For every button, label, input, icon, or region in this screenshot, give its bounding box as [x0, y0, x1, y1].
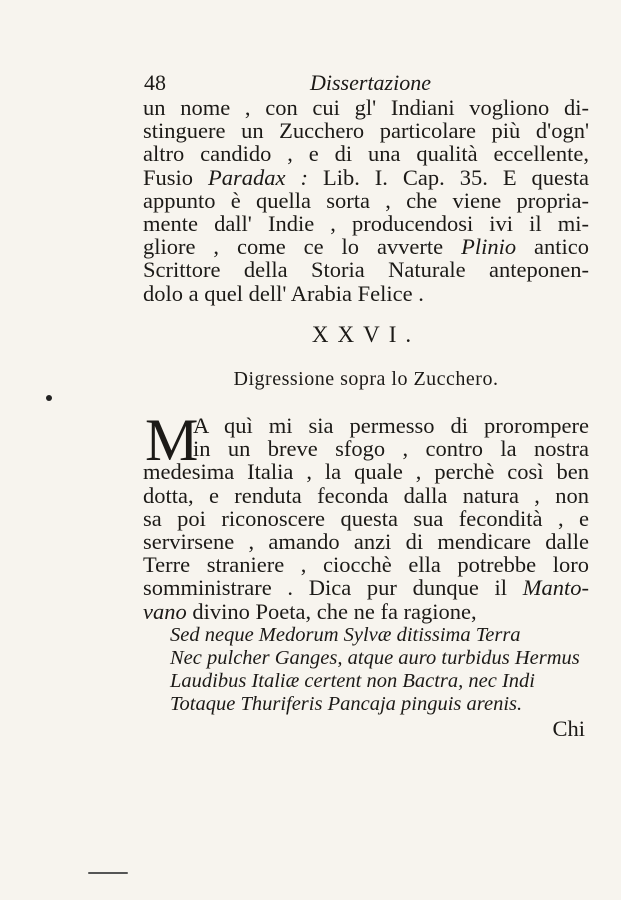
paragraph-2: [143, 407, 589, 624]
ink-speck: [46, 395, 52, 401]
text-line: [143, 235, 589, 258]
text-line: [143, 576, 589, 599]
text-line: un nome , con cui gl' Indiani vogliono di-: [143, 95, 589, 120]
text-line: dotta, e renduta feconda dalla natura , non: [143, 482, 589, 508]
text-segment: antico: [534, 234, 590, 260]
text-line: stinguere un Zucchero particolare più d'ogn': [143, 118, 589, 144]
text-line: dolo a quel dell' Arabia Felice .: [143, 280, 424, 306]
text-segment: Fusio: [143, 164, 194, 190]
author-name: Manto-: [522, 575, 589, 601]
text-line: Terre straniere , ciocchè ella potrebbe loro: [143, 552, 589, 578]
verse-quotation: [170, 624, 590, 716]
paragraph-1: [143, 96, 589, 305]
text-segment: divino Poeta, che ne fa ragione,: [192, 598, 477, 624]
text-line: in un breve sfogo , contro la nostra: [193, 436, 589, 462]
verse-line: Sed neque Medorum Sylvæ ditissima Terra: [170, 624, 521, 646]
book-reference: Paradax :: [208, 164, 308, 190]
section-title: Digressione sopra lo Zucchero.: [233, 368, 499, 390]
author-name: Plinio: [461, 234, 517, 260]
running-title: Dissertazione: [310, 70, 431, 95]
text-line: [143, 600, 589, 623]
text-line: Scrittore della Storia Naturale anteponen-: [143, 257, 589, 283]
verse-line: Nec pulcher Ganges, atque auro turbidus Hermus: [170, 647, 580, 669]
text-segment: Lib. I. Cap. 35. E questa: [322, 164, 590, 190]
verse-line: Totaque Thuriferis Pancaja pinguis arenis.: [170, 693, 523, 715]
verse-line: Laudibus Italiæ certent non Bactra, nec Indi: [170, 670, 535, 692]
text-segment: somministrare . Dica pur dunque il: [143, 575, 508, 601]
catchword: Chi: [552, 716, 585, 741]
text-line: A quì mi sia permesso di prorompere: [193, 413, 589, 438]
author-name: vano: [143, 598, 187, 624]
running-head: [144, 70, 584, 96]
text-line: servirsene , amando anzi di mendicare dalle: [143, 529, 589, 555]
section-number: XXVI.: [311, 322, 421, 347]
page-number: 48: [144, 70, 166, 95]
text-line: mente dall' Indie , producendosi ivi il mi-: [143, 211, 589, 237]
text-line: appunto è quella sorta , che viene propria-: [143, 187, 589, 213]
text-segment: gliore , come ce lo avverte: [143, 234, 444, 260]
text-line: medesima Italia , la quale , perchè così ben: [143, 459, 589, 485]
text-line: altro candido , e di una qualità eccellente,: [143, 141, 589, 167]
ink-speck: [88, 872, 128, 874]
drop-cap: M: [145, 407, 199, 473]
text-line: [143, 166, 589, 189]
text-line: sa poi riconoscere questa sua fecondità , e: [143, 505, 589, 531]
